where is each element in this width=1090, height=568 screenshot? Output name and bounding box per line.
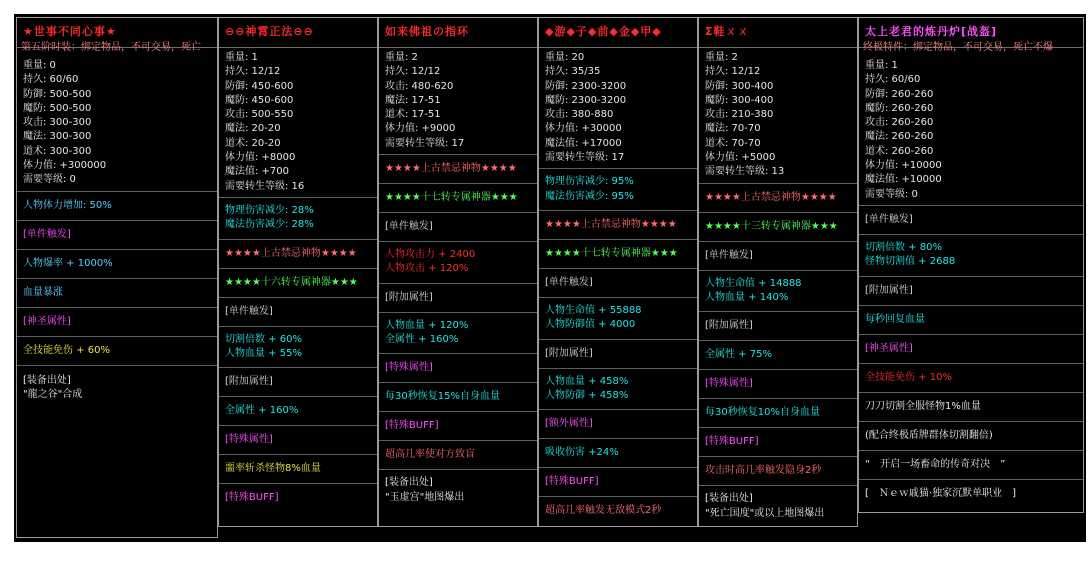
ancient-artifact-banner: ★★★★上古禁忌神物★★★★ (379, 155, 537, 184)
effect-line: 人物防御 + 458% (545, 389, 629, 401)
section-header-single-trigger: [单件触发] (379, 213, 537, 242)
effect-cleave: 刀刀切割全服怪物1%血量 (859, 393, 1083, 422)
stat-line: 持久: 60/60 (865, 74, 921, 86)
source-text: "死亡国度"或以上地图爆出 (705, 507, 825, 519)
stat-line: 持久: 12/12 (385, 66, 441, 78)
item-title: ◆游◆子◆前◆金◆甲◆ (539, 18, 697, 48)
source-header: [装备出处] (385, 477, 433, 489)
effect-line: 人物防御值 + 4000 (545, 319, 636, 331)
item-stats (699, 48, 857, 184)
effect-regen: 每秒回复血量 (859, 306, 1083, 335)
effect-regen: 每30秒恢复15%自身血量 (379, 383, 537, 412)
source-header: [装备出处] (23, 374, 71, 386)
effect-drop-rate: 人物爆率 + 1000% (17, 250, 217, 279)
item-title: ⊖⊖神霄正法⊖⊖ (219, 18, 377, 48)
effect-line: 物理伤害减少: 95% (545, 176, 634, 188)
stat-line: 魔法: 20-20 (225, 123, 281, 135)
stat-line: 魔法值: +10000 (865, 174, 942, 186)
stat-line: 攻击: 500-550 (225, 109, 294, 121)
stat-line: 道术: 300-300 (23, 145, 92, 157)
stat-line: 攻击: 260-260 (865, 117, 934, 129)
section-header-special: [特殊属性] (379, 354, 537, 383)
section-header-extra: [附加属性] (539, 340, 697, 369)
effect-damage-reduction: 全技能免伤 + 10% (859, 364, 1083, 393)
stat-line: 持久: 60/60 (23, 74, 79, 86)
stat-line: 体力值: +9000 (385, 123, 456, 135)
stat-line: 魔法值: +700 (225, 166, 290, 178)
item-title: 太上老君的炼丹炉[战盔] (859, 18, 1083, 48)
item-title: 如来佛祖の指环 (379, 18, 537, 48)
effect-line: 人物血量 + 55% (225, 347, 302, 359)
section-header-single-trigger: [单件触发] (859, 206, 1083, 235)
section-header-extra: [附加属性] (699, 312, 857, 341)
stat-line: 攻击: 210-380 (705, 109, 774, 121)
section-header-bonus: [额外属性] (539, 410, 697, 439)
trigger-effects (539, 298, 697, 340)
stat-line: 体力值: +8000 (225, 152, 296, 164)
section-header-special: [特殊属性] (699, 370, 857, 399)
stat-line: 重量: 1 (225, 52, 258, 63)
effect-invincible: 超高几率触发无敌模式2秒 (545, 505, 662, 517)
stat-line: 魔法: 70-70 (705, 123, 761, 135)
item-panel-armor-costume (16, 17, 218, 538)
effect-all-stats: 全属性 + 75% (699, 341, 857, 370)
stat-line: 道术: 70-70 (705, 137, 761, 149)
effect-line: 切割倍数 + 80% (865, 241, 942, 253)
exclusive-artifact-banner: ★★★★十六转专属神器★★★ (219, 269, 377, 298)
item-source (699, 486, 857, 524)
item-panel-shenxiao (218, 17, 378, 527)
section-header-single-trigger: [单件触发] (219, 298, 377, 327)
effect-line: 人物攻击力 + 2400 (385, 249, 476, 261)
item-stats (219, 48, 377, 198)
effect-hp-surge: 血量暴涨 (17, 279, 217, 308)
stat-line: 体力值: +300000 (23, 160, 107, 172)
item-title: ★世事不同心事★ (17, 18, 217, 48)
effect-line: 怪物切割值 + 2688 (865, 256, 956, 268)
stat-line: 需要等级: 0 (23, 174, 76, 186)
stat-line: 防御: 300-400 (705, 80, 774, 92)
effect-all-stats: 全属性 + 160% (219, 397, 377, 426)
exclusive-artifact-banner: ★★★★十七转专属神器★★★ (379, 184, 537, 213)
effect-damage-reduction: 全技能免伤 + 60% (17, 337, 217, 366)
item-subtitle: 终极特件：绑定物品，不可交易，死亡不爆 (863, 42, 1053, 52)
effect-shield-combo: (配合终极盾牌群体切割翻倍) (859, 422, 1083, 451)
stat-line: 魔法: 300-300 (23, 131, 92, 143)
stat-line: 体力值: +30000 (545, 123, 622, 135)
item-stats (859, 56, 1083, 206)
item-stats (17, 56, 217, 192)
section-header-extra: [附加属性] (219, 368, 377, 397)
effect-line: 人物血量 + 120% (385, 319, 469, 331)
stat-line: 攻击: 480-620 (385, 80, 454, 92)
item-source (17, 366, 217, 406)
ancient-artifact-banner: ★★★★上古禁忌神物★★★★ (699, 184, 857, 213)
ancient-artifact-banner: ★★★★上古禁忌神物★★★★ (219, 240, 377, 269)
effect-absorb: 吸收伤害 +24% (539, 439, 697, 468)
stat-line: 攻击: 300-300 (23, 117, 92, 129)
effect-line: 切割倍数 + 60% (225, 333, 302, 345)
effect-hp-bonus: 人物体力增加: 50% (17, 192, 217, 221)
trigger-effects (699, 271, 857, 313)
stat-line: 防御: 2300-3200 (545, 80, 627, 92)
source-text: "龍之谷"合成 (23, 388, 83, 400)
slogan-line: “ 开启一场畜命的传奇对决 ” (859, 451, 1083, 480)
stat-line: 持久: 12/12 (705, 66, 761, 78)
stat-line: 重量: 1 (865, 60, 898, 71)
stat-line: 防御: 260-260 (865, 88, 934, 100)
item-panel-golden-armor (538, 17, 698, 527)
item-tooltip-board (14, 14, 1086, 542)
section-header-special-buff: [特殊BUFF] (539, 468, 697, 497)
stat-line: 重量: 0 (23, 60, 56, 71)
ancient-artifact-banner: ★★★★上古禁忌神物★★★★ (539, 211, 697, 240)
effect-line: 人物攻击 + 120% (385, 263, 469, 275)
section-header-special-buff: [特殊BUFF] (699, 428, 857, 457)
stat-line: 道术: 20-20 (225, 137, 281, 149)
item-stats (379, 48, 537, 155)
stat-line: 需要转生等级: 16 (225, 180, 305, 192)
stat-line: 持久: 35/35 (545, 66, 601, 78)
stat-line: 防御: 450-600 (225, 80, 294, 92)
stat-line: 重量: 2 (705, 52, 738, 63)
source-text: "玉虚宫"地图爆出 (385, 491, 465, 503)
stat-line: 魔防: 2300-3200 (545, 94, 627, 106)
extra-effects (539, 369, 697, 411)
section-header-holy: [神圣属性] (859, 335, 1083, 364)
stat-line: 魔防: 450-600 (225, 94, 294, 106)
effect-stealth: 攻击时高几率触发隐身2秒 (699, 457, 857, 486)
effect-line: 魔法伤害减少: 28% (225, 219, 314, 231)
item-subtitle: 第五阶时装：绑定物品，不可交易，死亡 (21, 42, 201, 52)
stat-line: 魔法值: +17000 (545, 137, 622, 149)
section-header-single-trigger: [单件触发] (17, 221, 217, 250)
stat-line: 魔防: 300-400 (705, 94, 774, 106)
stat-line: 体力值: +5000 (705, 152, 776, 164)
stat-line: 道术: 260-260 (865, 145, 934, 157)
stat-line: 攻击: 380-880 (545, 109, 614, 121)
section-header-extra: [附加属性] (379, 284, 537, 313)
effect-execute: 噩率斩杀怪物8%血量 (219, 455, 377, 484)
stat-line: 需要转生等级: 13 (705, 166, 785, 178)
stat-line: 魔法: 260-260 (865, 131, 934, 143)
item-panel-buddha-ring (378, 17, 538, 527)
exclusive-artifact-banner: ★★★★十三转专属神器★★★ (699, 213, 857, 242)
item-stats (539, 48, 697, 169)
stat-line: 体力值: +10000 (865, 160, 942, 172)
effect-line: 人物血量 + 140% (705, 291, 789, 303)
trigger-effects (859, 235, 1083, 277)
effect-regen: 每30秒恢复10%自身血量 (699, 399, 857, 428)
item-panel-boots (698, 17, 858, 527)
trigger-effects (379, 242, 537, 284)
exclusive-artifact-banner: ★★★★十七转专属神器★★★ (539, 240, 697, 269)
effect-line: 人物生命值 + 14888 (705, 277, 802, 289)
effect-line: 人物血量 + 458% (545, 375, 629, 387)
effect-line: 物理伤害减少: 28% (225, 204, 314, 216)
stat-line: 魔防: 260-260 (865, 102, 934, 114)
stat-line: 重量: 20 (545, 52, 585, 63)
section-header-single-trigger: [单件触发] (699, 242, 857, 271)
section-header-special-buff: [特殊BUFF] (379, 412, 537, 441)
effect-line: 魔法伤害减少: 95% (545, 190, 634, 202)
stat-line: 需要等级: 0 (865, 188, 918, 200)
stat-line: 需要转生等级: 17 (385, 137, 465, 149)
section-header-holy: [神圣属性] (17, 308, 217, 337)
stat-line: 需要转生等级: 17 (545, 152, 625, 164)
item-title: Σ鞋ㄨㄨ (699, 18, 857, 48)
stat-line: 魔防: 500-500 (23, 102, 92, 114)
stat-line: 持久: 12/12 (225, 66, 281, 78)
effect-line: 全属性 + 160% (385, 333, 459, 345)
stat-line: 道术: 17-51 (385, 109, 441, 121)
damage-reduction (539, 169, 697, 211)
trigger-effects (219, 327, 377, 369)
item-source (379, 470, 537, 508)
damage-reduction (219, 198, 377, 240)
stat-line: 重量: 2 (385, 52, 418, 63)
section-header-special: [特殊属性] (219, 426, 377, 455)
source-header: [装备出处] (705, 493, 753, 505)
section-header-extra: [附加属性] (859, 277, 1083, 306)
item-panel-furnace-helmet (858, 17, 1084, 513)
section-header-special-buff: [特殊BUFF] (225, 492, 279, 504)
extra-effects (379, 313, 537, 355)
server-tagline: [ Ｎｅｗ戚猫·独家沉默单职业 ] (865, 487, 1016, 499)
stat-line: 魔法: 17-51 (385, 94, 441, 106)
effect-blind: 超高几率使对方致盲 (379, 441, 537, 470)
stat-line: 防御: 500-500 (23, 88, 92, 100)
section-header-single-trigger: [单件触发] (539, 269, 697, 298)
effect-line: 人物生命值 + 55888 (545, 304, 642, 316)
